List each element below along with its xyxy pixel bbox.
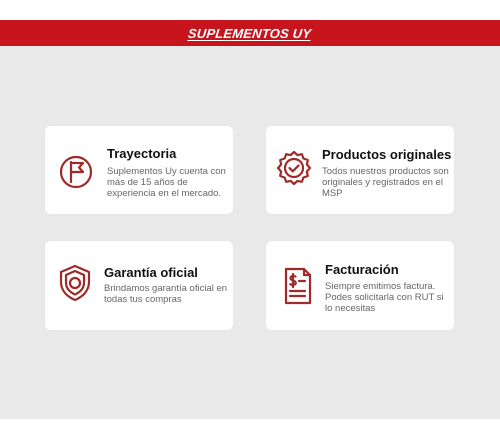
feature-card-trayectoria <box>45 126 233 214</box>
shield-icon <box>55 263 95 303</box>
feature-card-garantia-oficial <box>45 241 233 330</box>
seal-check-icon <box>274 149 314 189</box>
feature-description: Suplementos Uy cuenta con más de 15 años de experiencia en el mercado. <box>107 166 226 199</box>
features-panel <box>0 46 500 419</box>
feature-description: Brindamos garantía oficial en todas tus compras <box>104 283 228 305</box>
feature-title: Productos originales <box>322 147 452 162</box>
invoice-icon <box>278 266 318 306</box>
brand-logo[interactable]: SUPLEMENTOS UY <box>187 25 313 41</box>
bottom-spacer <box>0 419 500 439</box>
top-spacer <box>0 0 500 20</box>
feature-title: Garantía oficial <box>104 265 198 280</box>
feature-card-productos-originales <box>266 126 454 214</box>
feature-title: Facturación <box>325 262 399 277</box>
feature-description: Todos nuestros productos son originales y registrados en el MSP <box>322 166 449 199</box>
feature-card-facturacion <box>266 241 454 330</box>
feature-title: Trayectoria <box>107 146 177 161</box>
feature-description: Siempre emitimos factura. Podes solicitarla con RUT si lo necesitas <box>325 281 444 314</box>
brand-banner <box>0 20 500 46</box>
flag-target-icon <box>56 152 96 192</box>
